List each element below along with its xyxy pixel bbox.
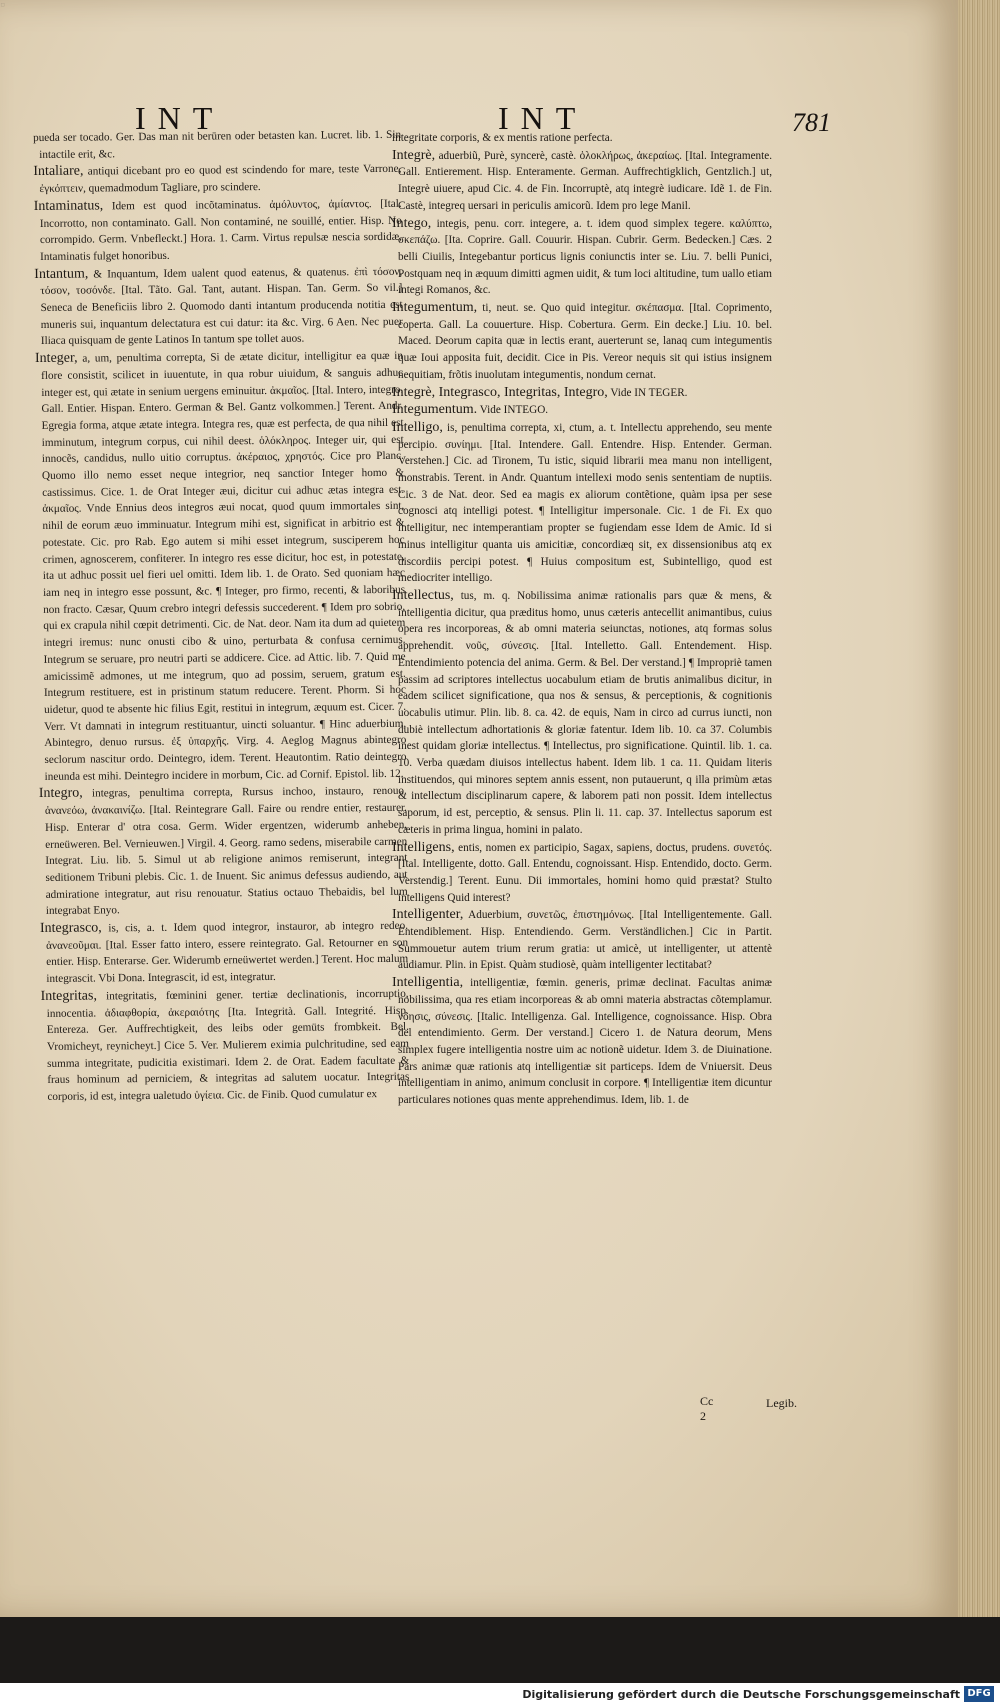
entry-text: pueda ser tocado. Ger. Das man nit berūren oder betasten kan. Lucret. lib. 1. Sin intactile erit, &c. — [33, 128, 402, 161]
entry-headword: Integrè, — [392, 147, 436, 163]
dictionary-entry — [392, 216, 772, 300]
dictionary-entry — [35, 348, 407, 785]
entry-headword: Integro, — [38, 786, 83, 802]
entry-headword: Integrasco, — [39, 920, 102, 937]
dictionary-entry — [392, 385, 772, 402]
dictionary-entry — [392, 588, 772, 839]
dictionary-entry — [39, 783, 408, 920]
running-header-right: INT — [498, 100, 588, 136]
entry-text: Vide INTEGO. — [479, 404, 549, 417]
dictionary-entry — [392, 420, 772, 587]
dictionary-entry — [40, 918, 409, 988]
entry-headword: Intaliare, — [33, 163, 84, 180]
dictionary-entry — [392, 840, 772, 907]
entry-text: is, penultima correpta, xi, ctum, a. t. Intellectu apprehendo, seu mente percipio. συνίημι. [Ital. Intendere. Gall. Entendre. Hisp. Entender. German. Verstehen.] Cic. ad Tironem, Tu istic, siquid librarii mea manu non intelligent, monstrabis. Terent. in Andr. Quantum intellexi modo senis sententiam de nuptiis. Cic. 3 de Nat. deor. Sed ea magis ex aliorum contẽtione, quàm ipsa per sese cognosci atq intelligi potest. ¶ Intelligitur impersonale. Cic. 1 de Fi. Ex quo intelligitur, nec intemperantiam propter se fugiendam esse Idem de Amic. Id si minus intelligitur quanta uis amicitiæ, concordiæq sit, ex dissensionibus atq ex discordiis percipi potest. ¶ Huius compositum est, Subintelligo, quod est mediocriter intelligo. — [398, 421, 772, 585]
right-column — [392, 130, 772, 1110]
dictionary-entry — [392, 402, 772, 419]
dictionary-entry — [34, 263, 403, 350]
entry-text: ti, neut. se. Quo quid integitur. σκέπασμα. [Ital. Coprimento, coperta. Gall. La couuerture. Hisp. Cobertura. Germ. Ein decke.] Liu. 10. bel. Maced. Deorum capita quæ in lectis erant, auerterunt se, lanaq cum integumentis quæ Ioui apposita fuit, decidit. Cice in Pis. Vereor nequis sit qui istius insignem nequitiam, frõtis inuolutam integumentis, nondum cernat. — [398, 302, 773, 381]
entry-headword: Integritas, — [40, 988, 97, 1004]
entry-text: a, um, penultima correpta, Si de ætate dicitur, intelligitur ea quæ in flore consistit, scilicet in iuuentute, in qua robur uiuidum, & sanguis adhuc integer est, qui ætate in senium uergens eminuitur. ἀκμαῖος. [Ital. Intero, integro. Gall. Entier. Hispan. Entero. German & Bel. Gantz volkommen.] Terent. Andr. Egregia forma, atque ætate integra. Integra res, quæ est perfecta, de qua nihil est imminutum, integrum corpus, cui nihil deest. ὁλόκληρος. Integer uir, qui est innocẽs, candidus, nullo uitio corruptus. ἀκέραιος, χρηστός. Cice pro Planc. Quomo illo nemo esset neque integrior, neq sanctior Integer homo & castissimus. Cice. 1. de Orat Integer æui, dicitur cui adhuc ætas integra est. ἀκμαῖος. Vnde Ennius deos integros æui nocat, quod quum immortales sint, nihil de eorum æuo imminuatur. Integrum mihi est, significat in arbitrio est & potestate. Cic. pro Rab. Ego autem si mihi esset integrum, susciperem hoc crimen, agnoscerem, confiterer. In integro res esse dicitur, hoc est, in potestate, ita ut adhuc possit uel fieri uel omitti. Idem lib. 1. de Orato. Sed quoniam hæc iam neq in integro esse possunt, &c. ¶ Integer, pro firmo, recenti, & laboribus non fracto. Cæsar, Quum crebro integri defessis succederent. ¶ Idem pro sobrio, qui ex crapula nihil cœpit detrimenti. Cic. de Nat. deor. Nam ita dum ad quietem integri iremus: nunc onusti cibo & uino, perturbata & confusa cernimus. Integrum se seruare, pro neutri parti se addicere. Cice. ad Attic. lib. 7. Quid me amicissimẽ admones, ut me integrum, quo ad possim, seruem, gratum est. Integrum restituere, est in pristinum statum reducere. Terent. Phorm. Si hoc uidetur, quod te absente hic filius Egit, restitui in integrum, æquum est. Cicer. 7. Verr. Vt damnati in integrum restituantur, uincti soluantur. ¶ Hinc aduerbium, Abintegro, denuo rursus. ἐξ ὑπαρχῆς. Virg. 4. Aeglog Magnus abintegro seclorum nascitur ordo. Deintegro, idem. Terent. Heautontim. Ratio deintegro ineunda est mihi. Deintegro incidere in morbum, Cic. ad Cornif. Epistol. lib. 12. — [41, 349, 407, 783]
entry-text: & Inquantum, Idem ualent quod eatenus, & quatenus. ἐπὶ τόσον, τόσον, τοσόνδε. [Ital. Tãto. Gal. Tant, autant. Hispan. Tan. Germ. So vil.] Seneca de Beneficiis libro 2. Quomodo danti intantum producenda notitia est muneris sui, inquantum delectatura est cui datur: ita &c. Virg. 6 Aen. Nec puer Iliaca quisquam de gente Latinos In tantum spe tollet auos. — [40, 265, 403, 348]
entry-text: tus, m. q. Nobilissima animæ rationalis pars quæ & mens, & intelligentia dicitur, qua præditus homo, unus cæteris antecellit animantibus, cuius opera res incorporeas, & ab omni materia seiunctas, notiones, atq formas solus apprehendit. νοῦς, σύνεσις. [Ital. Intelletto. Gall. Entendement. Hisp. Entendimiento potencia del anima. Germ. & Bel. Der verstand.] ¶ Impropriè tamen passim ad scriptores intellectus uocabulum etiam de brutis animalibus dicitur, in eadem scilicet significatione, qua nos & sensus, & perceptionis, & cognitionis uocabulis utimur. Plin. lib. 8. ca. 42. de equis, Nam in circo ad currus iuncti, non dubiè intellectum adhortationis & gloriæ fatentur. Idem lib. 10. ca 37. Columbis inest quidam gloriæ intellectus. ¶ Intellectus, pro significatione. Quintil. lib. 1. ca. 10. Verba quædam diuisos intellectus habent. Idem lib. 1 ca. 11. Quidam literis instituendos, qui minores septem annis essent, non putauerunt, q illa primùm ætas & intellectum disciplinarum capere, & laborem pati non possit. Idem intellectus saporum, id est, perceptio, & sensus. Plin li. 11. cap. 37. Intellectus saporum est cæteris in prima lingua, homini in palato. — [398, 589, 772, 836]
dictionary-entry — [392, 148, 772, 215]
entry-text: integras, penultima correpta, Rursus inchoo, instauro, renouo. ἀνανεόω, ἀνακαινίζω. [Ital. Reintegrare Gall. Faire ou rendre entier, restaurer. Hisp. Enterar d' otra cosa. Germ. Wider ergentzen, widerumb anheben, erneüweren. Bel. Vernieuwen.] Virgil. 4. Georg. ramo sedens, miserabile carmen Integrat. Liu. lib. 5. Simul ut ab religione animos remiserunt, integrant seditionem Tribuni plebis. Cic. 1. de Inuent. Sic animus defessus audiendo, aut admiratione integratur, aut risu renouatur. Statius octauo Thebaidis, bel lum integrabat Enyo. — [44, 785, 408, 918]
dictionary-entry — [392, 907, 772, 974]
dfg-logo-icon: DFG — [964, 1686, 994, 1702]
left-column — [33, 127, 410, 1107]
dictionary-entry — [33, 127, 401, 164]
entry-headword: Intelligens, — [392, 839, 455, 855]
entry-headword: Integumentum. — [392, 402, 478, 418]
entry-text: entis, nomen ex participio, Sagax, sapiens, doctus, prudens. συνετός. [Ital. Intelligente, dotto. Gall. Entendu, cognoissant. Hisp. Entendido, docto. Germ. Verstendig.] Terent. Eunu. Dii immortales, homini homo quid præstat? Stulto intelligens Quid interest? — [398, 841, 772, 904]
entry-headword: Intaminatus, — [33, 198, 104, 214]
running-header-left: INT — [135, 100, 225, 136]
dictionary-entry — [34, 196, 403, 266]
footer-credit: Digitalisierung gefördert durch die Deutsche Forschungsgemeinschaft — [522, 1688, 960, 1701]
entry-text: integis, penu. corr. integere, a. t. idem quod simplex tegere. καλύπτω, σκεπάζω. [Ita. Coprire. Gall. Couurir. Hispan. Cubrir. Germ. Bedecken.] Cæs. 2 belli Ciuilis, Integebantur porticus lignis coniunctis inter se. Liu. 7. belli Punici, Postquam neq in æquum dimitti agmen uidit, & tum loci altitudine, tum uallo etiam integi Romanos, &c. — [398, 217, 773, 297]
dictionary-entry — [392, 975, 772, 1109]
entry-headword: Intelligo, — [392, 419, 443, 435]
entry-text: intelligentiæ, fœmin. generis, primæ declinat. Facultas animæ nobilissima, qua res etiam incorporeas & ab omni materia abstractas cõtemplamur. νόησις, σύνεσις. [Italic. Intelligenza. Gal. Intelligence, cognoissance. Hisp. Obra del entendimiento. Germ. Der verstand.] Cicero 1. de Natura deorum, Mens simplex fugere intelligentia nostre uim ac notionẽ uidetur. Idem 3. de Diuinatione. Pars animæ quæ rationis atq intelligentiæ sit particeps. Idem de Vniuersit. Deus intelligentiam in animo, animum conclusit in corpore. ¶ Intelligentiæ item dicuntur particulares notiones quas mente apprehendimus. Idem, lib. 1. de — [398, 977, 773, 1107]
watermark-icon: ▫ — [0, 0, 6, 10]
entry-headword: Intego, — [392, 215, 432, 231]
entry-text: Idem est quod incõtaminatus. ἀμόλυντος, ἀμίαντος. [Ital. Incorrotto, non contaminato. Gall. Non contaminé, ne souillé, entier. Hisp. No corrompido. Germ. Vnbefleckt.] Hora. 1. Carm. Virtus repulsæ nescia sordidæ, Intaminatis fulget honoribus. — [39, 197, 403, 263]
entry-headword: Intantum, — [34, 266, 89, 282]
entry-text: integritatis, fœminini gener. tertiæ declinationis, incorruptio, innocentia. ἀδιαφθορία, ἀκεραιότης [Ita. Integrità. Gall. Integrité. Hisp. Entereza. Ger. Auffrechtigkeit, des leibs oder gemüts frombkeit. Bel. Vromicheyt, reynicheyt.] Cice 5. Ver. Mulierem eximia pulchritudine, sed eam summa integritate, pudicitia existimari. Idem 2. de Orat. Eadem facultate & fraus hominum ad perniciem, & integritas ad salutem uocatur. Integritas corporis, id est, integra ualetudo ὑγίεια. Cic. de Finib. Quod cumulatur ex — [46, 987, 410, 1103]
dictionary-entry — [33, 161, 401, 198]
entry-text: antiqui dicebant pro eo quod est scindendo for mare, teste Varrone, ἐγκόπτειν, quemadmodum Tagliare, pro scindere. — [39, 163, 402, 196]
dictionary-entry — [392, 300, 772, 384]
page-number: 781 — [792, 108, 831, 137]
entry-headword: Intelligentia, — [392, 975, 464, 991]
signature-mark: Cc 2 — [700, 1394, 714, 1423]
entry-headword: Intellectus, — [392, 587, 454, 603]
entry-headword: Integrè, Integrasco, Integritas, Integro, — [392, 384, 608, 400]
entry-text: aduerbiũ, Purè, syncerè, castè. ὁλοκλήρως, ἀκεραίως. [Ital. Integramente. Gall. Entierement. Hisp. Enteramente. German. Auffrechtigklich, Gentzlich.] ut, Integrè uiuere, apud Cic. 4. de Fin. Incorruptè, atq integrè iudicare. Idẽ 1. de Fin. Castè, integreq uersari in periculis amicorũ. Idem pro lege Manil. — [398, 149, 773, 212]
entry-text: is, cis, a. t. Idem quod integror, instauror, ab integro redeo. ἀνανεοῦμαι. [Ital. Esser fatto intero, essere reintegrato. Gal. Retourner en son entier. Hisp. Enterarse. Ger. Widerumb erneüwertet werden.] Terent. Hoc malum integrascit. Vbi Dona. Integrascit, id est, integratur. — [46, 919, 409, 986]
entry-headword: Intelligenter, — [392, 907, 464, 923]
entry-text: integritate corporis, & ex mentis ratione perfecta. — [392, 132, 613, 144]
page-edges — [958, 0, 1000, 1617]
catchword: Legib. — [766, 1396, 797, 1410]
dictionary-entry — [392, 130, 772, 147]
entry-headword: Integer, — [34, 350, 78, 367]
dictionary-entry — [40, 986, 409, 1106]
entry-headword: Integumentum, — [392, 300, 478, 316]
entry-text: Aduerbium, συνετῶς, ἐπιστημόνως. [Ital Intelligentemente. Gall. Entendiblement. Hisp. Entendiendo. Germ. Verständlichen.] Cic in Partit. Summouetur autem trium rerum gratia: ut amicè, ut intelligenter, ut attentè audiamur. Plin. in Epist. Quàm studiosè, quàm intelligenter lectitabat? — [398, 909, 772, 972]
entry-text: Vide IN TEGER. — [610, 386, 688, 399]
